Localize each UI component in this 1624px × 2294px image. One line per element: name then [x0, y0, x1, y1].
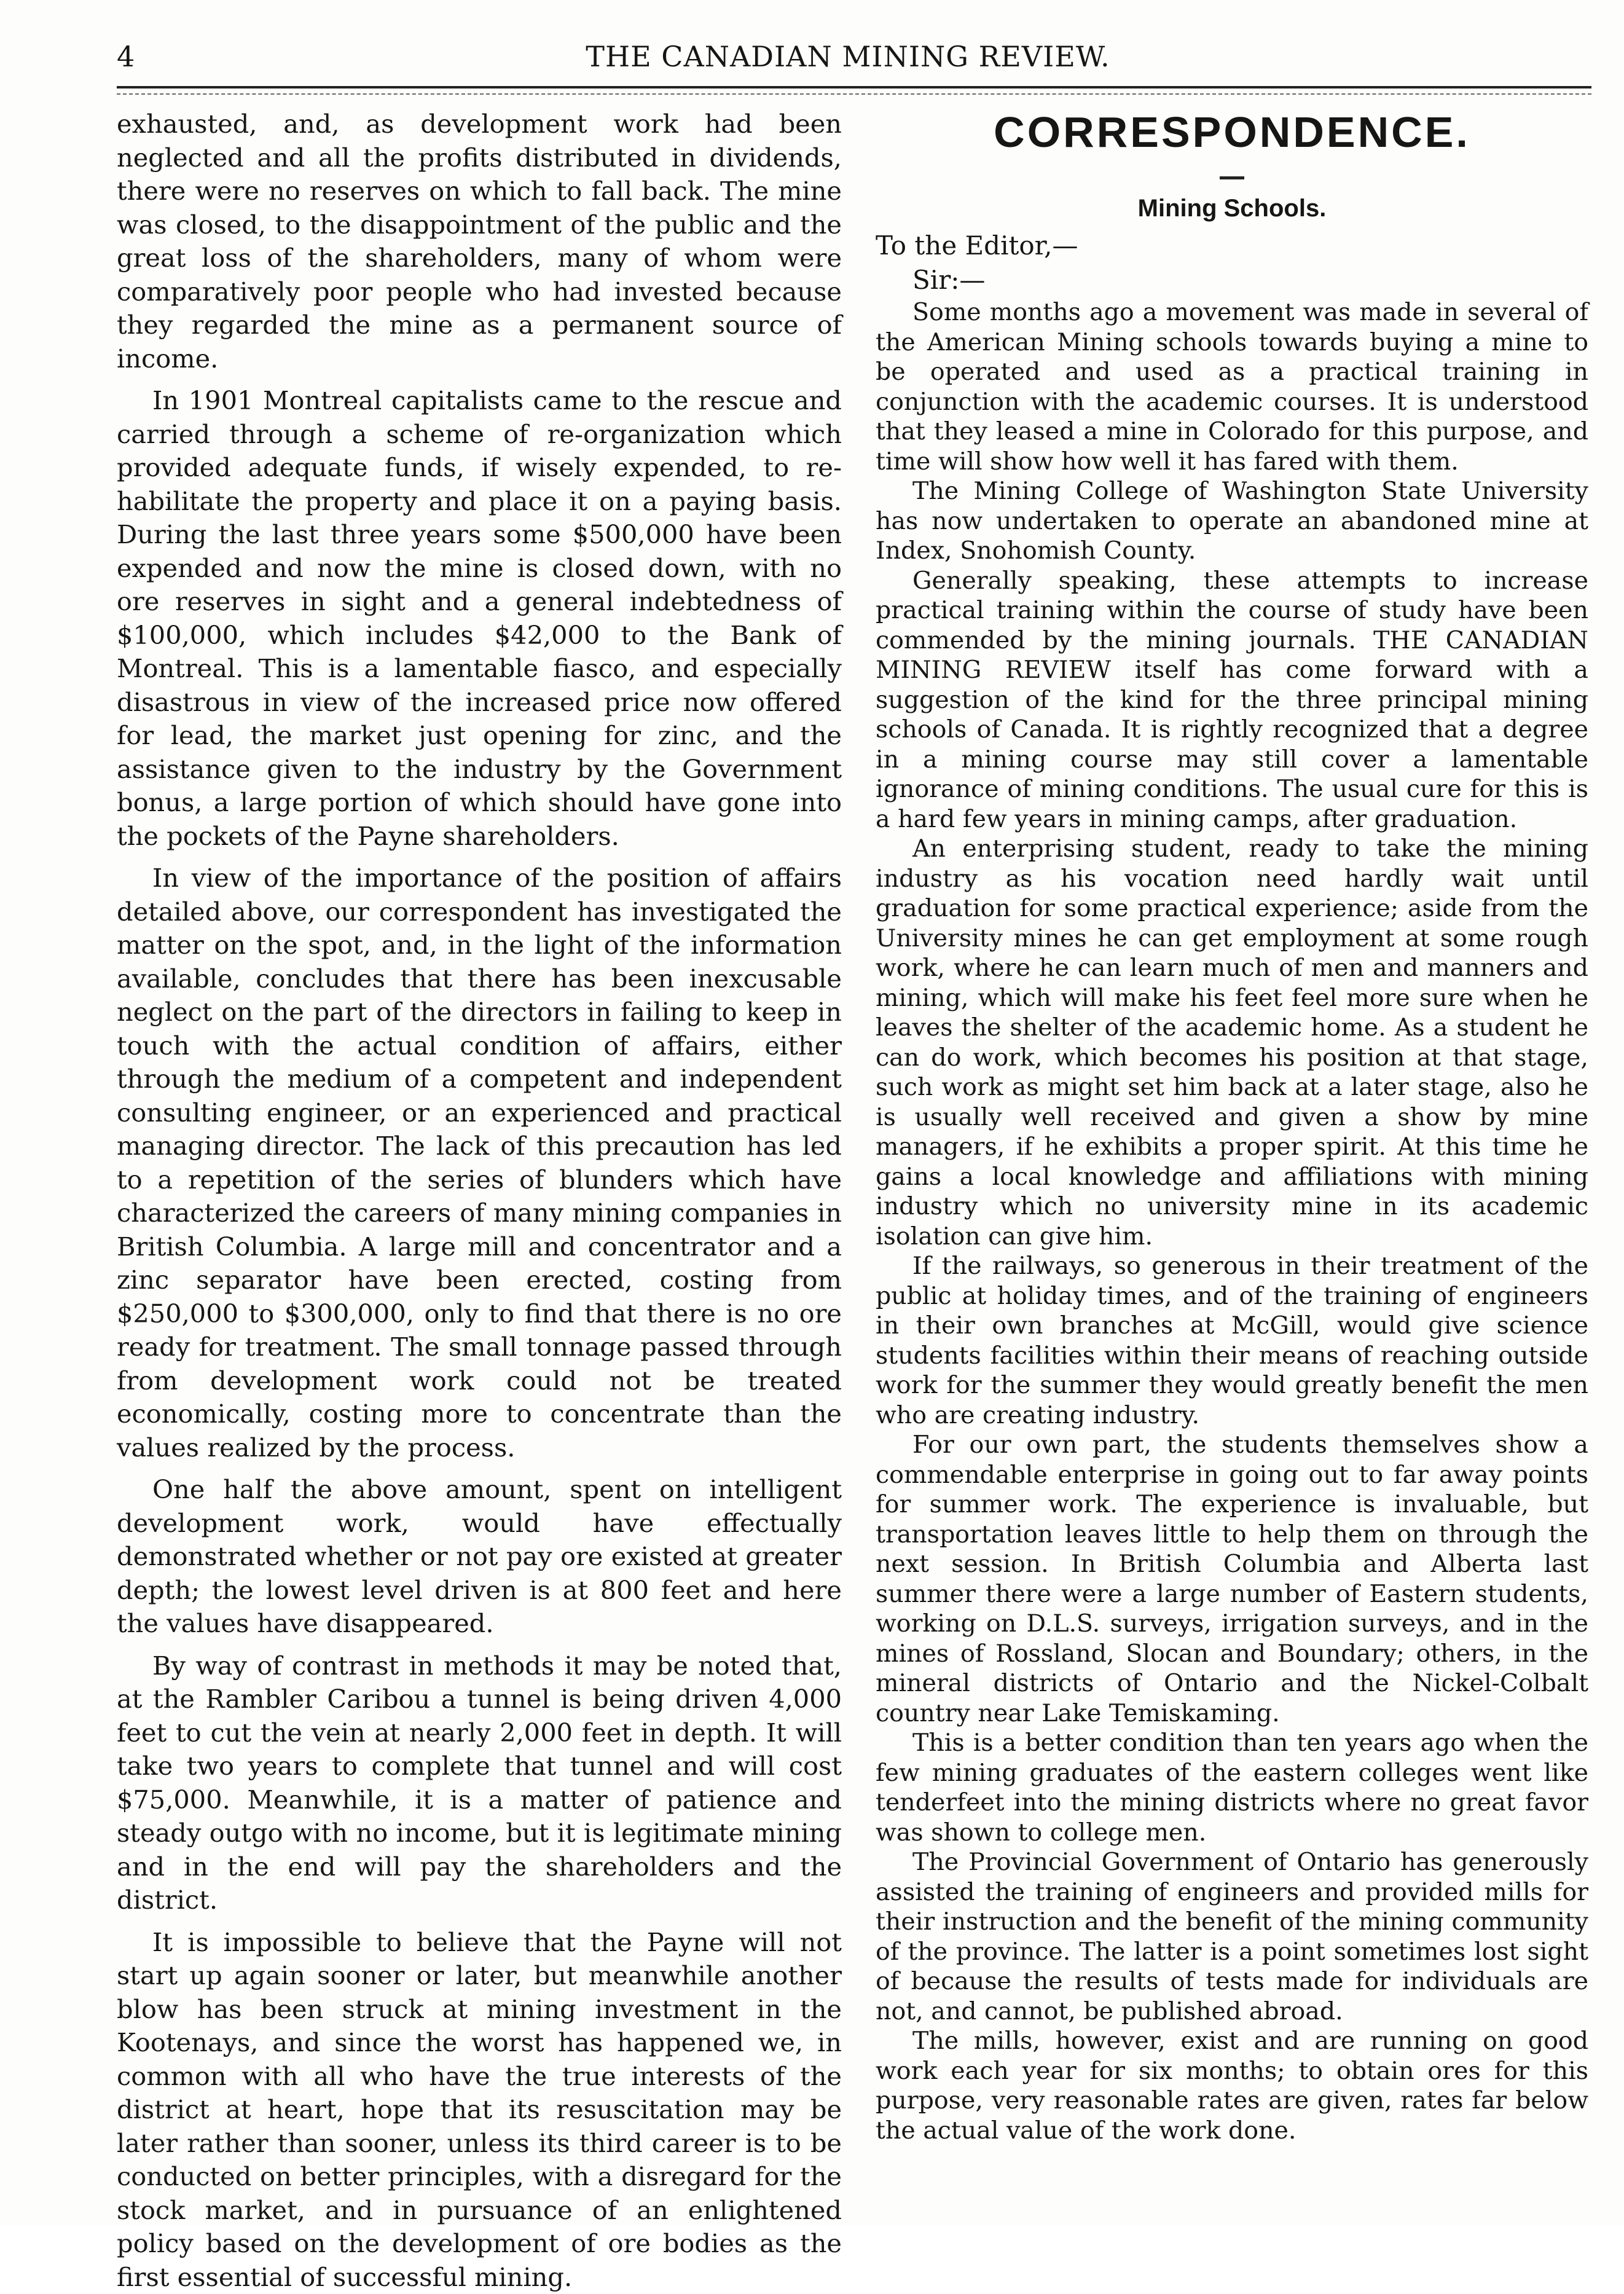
right-paragraph-2: The Mining College of Washington State University has now undertaken to operate an abandoned mine at Index, Snohomish County.: [876, 476, 1588, 566]
page-number: 4: [117, 41, 135, 73]
section-title: CORRESPONDENCE.: [876, 108, 1588, 157]
right-paragraph-4: An enterprising student, ready to take the mining industry as his vocation need hardly wait until graduation for some practical experience; aside from the University mines he can get employment at some rough work, where he can learn much of men and manners and mining, which will make his feet feel more sure when he leaves the shelter of the academic home. As a student he can do work, which becomes his position at that stage, such work as might set him back at a later stage, also he is usually well received and given a show by mine managers, if he exhibits a proper spirit. At this time he gains a local knowledge and affiliations with mining industry which no university mine in its academic isolation can give him.: [876, 834, 1588, 1251]
right-paragraph-3: Generally speaking, these attempts to increase practical training within the course of study have been commended by the mining journals. THE CANADIAN MINING REVIEW itself has come forward with a suggestion of the kind for the three principal mining schools of Canada. It is rightly recognized that a degree in a mining course may still cover a lamentable ignorance of mining conditions. The usual cure for this is a hard few years in mining camps, after graduation.: [876, 566, 1588, 835]
left-paragraph-2: In 1901 Montreal capitalists came to the rescue and carried through a scheme of re-organization which provided adequate funds, if wisely expended, to re-habilitate the property and place it on a paying basis. During the last three years some $500,000 have been expended and now the mine is closed down, with no ore reserves in sight and a general indebtedness of $100,000, which includes $42,000 to the Bank of Montreal. This is a lamentable fiasco, and especially disastrous in view of the increased price now offered for lead, the market just opening for zinc, and the assistance given to the industry by the Government bonus, a large portion of which should have gone into the pockets of the Payne shareholders.: [117, 384, 842, 853]
right-paragraph-7: This is a better condition than ten years ago when the few mining graduates of the eastern colleges went like tenderfeet into the mining districts where no great favor was shown to college men.: [876, 1728, 1588, 1847]
title-divider: [1220, 176, 1244, 179]
header-rule-dashed: [117, 93, 1591, 95]
right-paragraph-9: The mills, however, exist and are running on good work each year for six months; to obtain ores for this purpose, very reasonable rates are given, rates far below the actual value of the work done.: [876, 2026, 1588, 2145]
right-column: [876, 108, 1588, 2145]
left-column: [117, 108, 842, 2294]
running-title: THE CANADIAN MINING REVIEW.: [117, 41, 1579, 73]
subsection-title: Mining Schools.: [876, 193, 1588, 224]
header-rule: [117, 86, 1591, 88]
letter-greeting: Sir:—: [876, 263, 1588, 297]
left-paragraph-3: In view of the importance of the position of affairs detailed above, our correspondent has investigated the matter on the spot, and, in the light of the information available, concludes that there has been inexcusable neglect on the part of the directors in failing to keep in touch with the actual condition of affairs, either through the medium of a competent and independent consulting engineer, or an experienced and practical managing director. The lack of this precaution has led to a repetition of the series of blunders which have characterized the careers of many mining companies in British Columbia. A large mill and concentrator and a zinc separator have been erected, costing from $250,000 to $300,000, only to find that there is no ore ready for treatment. The small tonnage passed through from development work could not be treated economically, costing more to concentrate than the values realized by the process.: [117, 862, 842, 1464]
right-paragraph-6: For our own part, the students themselves show a commendable enterprise in going out to far away points for summer work. The experience is invaluable, but transportation leaves little to help them on through the next session. In British Columbia and Alberta last summer there were a large number of Eastern students, working on D.L.S. surveys, irrigation surveys, and in the mines of Rossland, Slocan and Boundary; others, in the mineral districts of Ontario and the Nickel-Colbalt country near Lake Temiskaming.: [876, 1430, 1588, 1728]
right-paragraph-8: The Provincial Government of Ontario has generously assisted the training of engineers and provided mills for their instruction and the benefit of the mining community of the province. The latter is a point sometimes lost sight of because the results of tests made for individuals are not, and cannot, be published abroad.: [876, 1847, 1588, 2026]
left-paragraph-1: exhausted, and, as development work had been neglected and all the profits distributed in dividends, there were no reserves on which to fall back. The mine was closed, to the disappointment of the public and the great loss of the shareholders, many of whom were comparatively poor people who had invested because they regarded the mine as a permanent source of income.: [117, 108, 842, 375]
left-paragraph-5: By way of contrast in methods it may be noted that, at the Rambler Caribou a tunnel is being driven 4,000 feet to cut the vein at nearly 2,000 feet in depth. It will take two years to complete that tunnel and will cost $75,000. Meanwhile, it is a matter of patience and steady outgo with no income, but it is legitimate mining and in the end will pay the shareholders and the district.: [117, 1649, 842, 1917]
page-header: [117, 38, 1579, 75]
left-paragraph-6: It is impossible to believe that the Payne will not start up again sooner or later, but meanwhile another blow has been struck at mining investment in the Kootenays, and since the worst has happened we, in common with all who have the true interests of the district at heart, hope that its resuscitation may be later rather than sooner, unless its third career is to be conducted on better principles, with a disregard for the stock market, and in pursuance of an enlightened policy based on the development of ore bodies as the first essential of successful mining.: [117, 1926, 842, 2294]
right-paragraph-5: If the railways, so generous in their treatment of the public at holiday times, and of the training of engineers in their own branches at McGill, would give science students facilities within their means of reaching outside work for the summer they would greatly benefit the men who are creating industry.: [876, 1251, 1588, 1430]
letter-salutation: To the Editor,—: [876, 229, 1588, 263]
right-paragraph-1: Some months ago a movement was made in several of the American Mining schools towards buying a mine to be operated and used as a practical training in conjunction with the academic courses. It is understood that they leased a mine in Colorado for this purpose, and time will show how well it has fared with them.: [876, 297, 1588, 476]
left-paragraph-4: One half the above amount, spent on intelligent development work, would have effectually demonstrated whether or not pay ore existed at greater depth; the lowest level driven is at 800 feet and here the values have disappeared.: [117, 1473, 842, 1641]
